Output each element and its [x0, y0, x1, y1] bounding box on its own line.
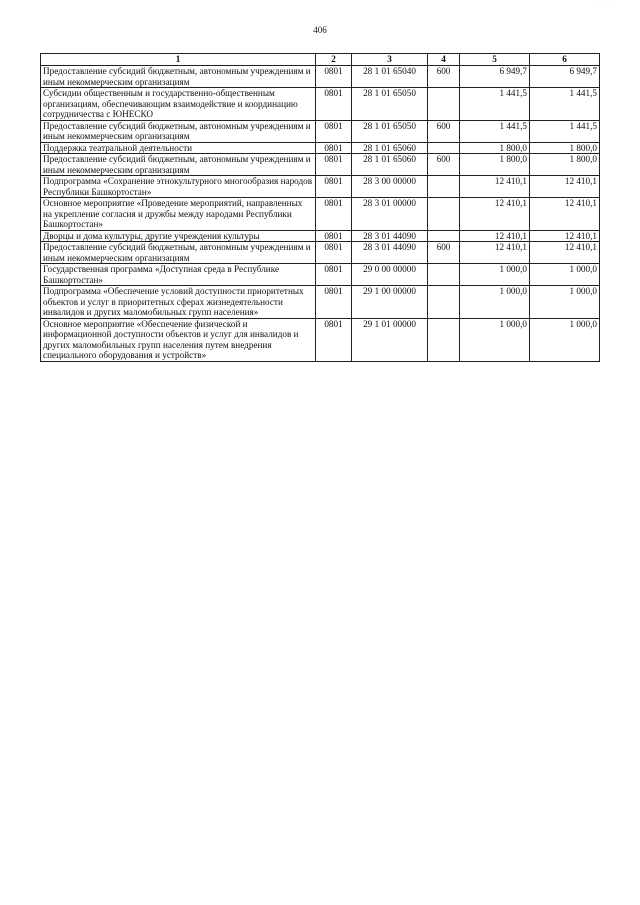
row-section: 0801 — [316, 286, 352, 319]
table-row — [41, 318, 600, 361]
table-row — [41, 230, 600, 242]
row-value5: 1 000,0 — [460, 318, 530, 361]
row-target: 29 0 00 00000 — [352, 264, 428, 286]
row-value6: 1 800,0 — [530, 154, 600, 176]
row-type — [428, 176, 460, 198]
row-value6: 1 441,5 — [530, 120, 600, 142]
row-value6: 12 410,1 — [530, 242, 600, 264]
row-value5: 12 410,1 — [460, 176, 530, 198]
row-value6: 1 441,5 — [530, 88, 600, 121]
row-value5: 6 949,7 — [460, 66, 530, 88]
row-name: Предоставление субсидий бюджетным, автономным учреждениям и иным некоммерческим организациям — [41, 154, 316, 176]
row-name: Субсидии общественным и государственно-общественным организациям, обеспечивающим взаимодействие и координацию сотрудничества с ЮНЕСКО — [41, 88, 316, 121]
row-section: 0801 — [316, 120, 352, 142]
table-row — [41, 176, 600, 198]
row-section: 0801 — [316, 318, 352, 361]
row-target: 28 3 01 00000 — [352, 198, 428, 231]
row-value5: 12 410,1 — [460, 198, 530, 231]
row-type — [428, 230, 460, 242]
table-row — [41, 198, 600, 231]
row-section: 0801 — [316, 154, 352, 176]
column-header-section: 2 — [316, 54, 352, 66]
row-target: 28 1 01 65060 — [352, 154, 428, 176]
row-value6: 6 949,7 — [530, 66, 600, 88]
row-name: Поддержка театральной деятельности — [41, 142, 316, 154]
row-target: 28 1 01 65040 — [352, 66, 428, 88]
row-name: Основное мероприятие «Проведение мероприятий, направленных на укрепление согласия и дружбы между народами Республики Башкортостан» — [41, 198, 316, 231]
row-name: Предоставление субсидий бюджетным, автономным учреждениям и иным некоммерческим организациям — [41, 242, 316, 264]
row-type: 600 — [428, 120, 460, 142]
table-row — [41, 264, 600, 286]
row-target: 29 1 00 00000 — [352, 286, 428, 319]
row-value6: 1 000,0 — [530, 264, 600, 286]
row-section: 0801 — [316, 198, 352, 231]
row-value6: 12 410,1 — [530, 230, 600, 242]
table-row — [41, 88, 600, 121]
row-name: Предоставление субсидий бюджетным, автономным учреждениям и иным некоммерческим организациям — [41, 120, 316, 142]
row-name: Подпрограмма «Сохранение этнокультурного многообразия народов Республики Башкортостан» — [41, 176, 316, 198]
row-name: Государственная программа «Доступная среда в Республике Башкортостан» — [41, 264, 316, 286]
row-section: 0801 — [316, 242, 352, 264]
row-type — [428, 264, 460, 286]
row-name: Предоставление субсидий бюджетным, автономным учреждениям и иным некоммерческим организациям — [41, 66, 316, 88]
row-section: 0801 — [316, 230, 352, 242]
table-row — [41, 66, 600, 88]
column-header-type: 4 — [428, 54, 460, 66]
table-row — [41, 242, 600, 264]
row-type — [428, 318, 460, 361]
row-value6: 12 410,1 — [530, 176, 600, 198]
row-value5: 1 000,0 — [460, 264, 530, 286]
row-value5: 1 000,0 — [460, 286, 530, 319]
row-section: 0801 — [316, 142, 352, 154]
row-value5: 1 441,5 — [460, 88, 530, 121]
row-type — [428, 88, 460, 121]
corner-mark: · · · — [594, 2, 613, 8]
row-target: 28 1 01 65050 — [352, 120, 428, 142]
row-target: 28 1 01 65060 — [352, 142, 428, 154]
row-section: 0801 — [316, 264, 352, 286]
row-section: 0801 — [316, 176, 352, 198]
row-type: 600 — [428, 242, 460, 264]
row-target: 28 3 00 00000 — [352, 176, 428, 198]
row-type: 600 — [428, 154, 460, 176]
row-value5: 12 410,1 — [460, 242, 530, 264]
row-name: Дворцы и дома культуры, другие учреждения культуры — [41, 230, 316, 242]
row-value5: 12 410,1 — [460, 230, 530, 242]
budget-table — [40, 53, 600, 362]
row-target: 29 1 01 00000 — [352, 318, 428, 361]
row-type — [428, 286, 460, 319]
table-row — [41, 154, 600, 176]
row-value6: 1 800,0 — [530, 142, 600, 154]
column-header-name: 1 — [41, 54, 316, 66]
page-number: 406 — [313, 25, 327, 35]
row-section: 0801 — [316, 88, 352, 121]
table-row — [41, 142, 600, 154]
column-header-value6: 6 — [530, 54, 600, 66]
row-value5: 1 441,5 — [460, 120, 530, 142]
row-name: Подпрограмма «Обеспечение условий доступности приоритетных объектов и услуг в приоритетных сферах жизнедеятельности инвалидов и других маломобильных групп населения» — [41, 286, 316, 319]
row-value5: 1 800,0 — [460, 154, 530, 176]
row-target: 28 3 01 44090 — [352, 242, 428, 264]
row-value6: 1 000,0 — [530, 318, 600, 361]
column-header-value5: 5 — [460, 54, 530, 66]
row-type — [428, 142, 460, 154]
row-section: 0801 — [316, 66, 352, 88]
table-row — [41, 286, 600, 319]
row-value6: 1 000,0 — [530, 286, 600, 319]
row-value5: 1 800,0 — [460, 142, 530, 154]
table-header-row — [41, 54, 600, 66]
row-type — [428, 198, 460, 231]
table-row — [41, 120, 600, 142]
row-value6: 12 410,1 — [530, 198, 600, 231]
row-target: 28 1 01 65050 — [352, 88, 428, 121]
column-header-target: 3 — [352, 54, 428, 66]
row-type: 600 — [428, 66, 460, 88]
row-target: 28 3 01 44090 — [352, 230, 428, 242]
row-name: Основное мероприятие «Обеспечение физической и информационной доступности объектов и услуг для инвалидов и других маломобильных групп населения путем внедрения специального оборудования и устройств» — [41, 318, 316, 361]
